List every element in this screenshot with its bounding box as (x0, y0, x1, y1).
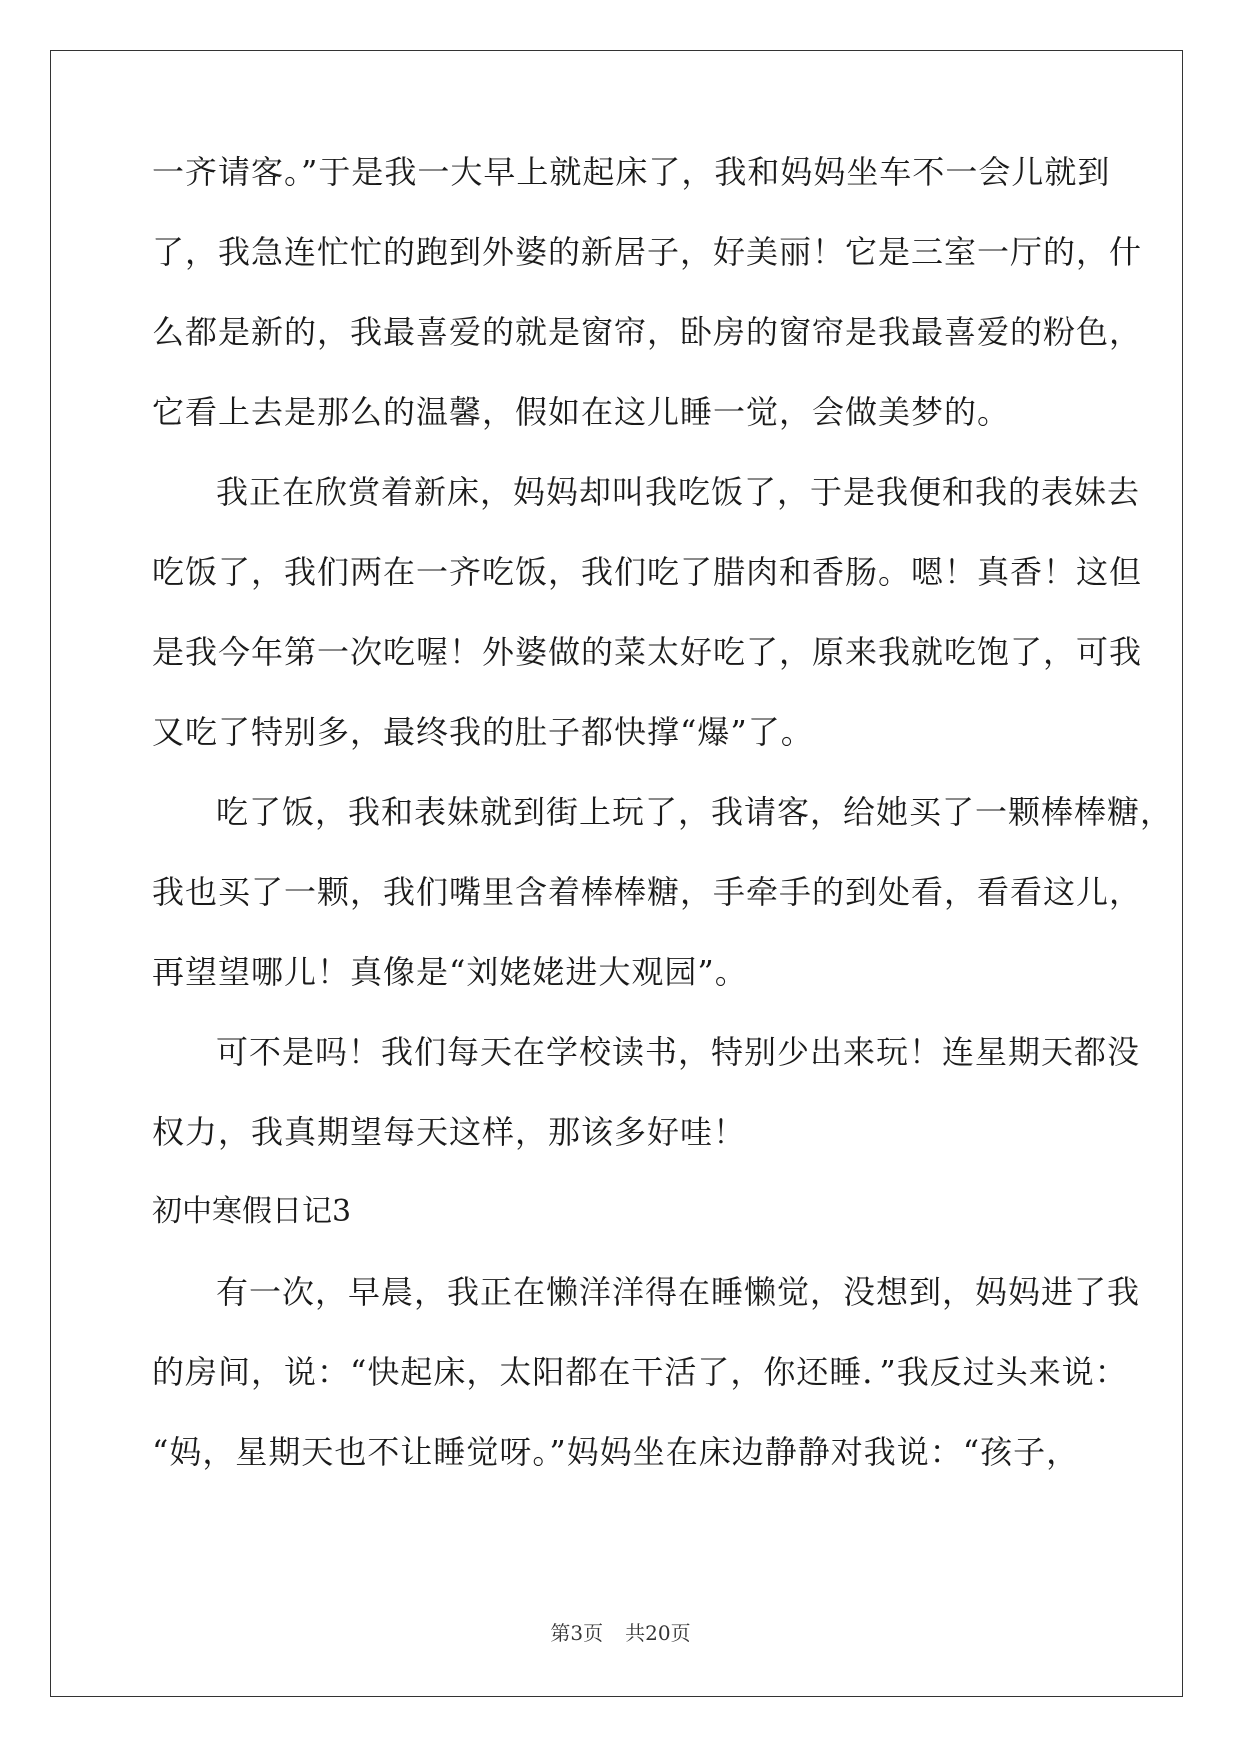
body-line: 再望望哪儿！真像是“刘姥姥进大观园”。 (152, 953, 748, 991)
body-line: “妈，星期天也不让睡觉呀。”妈妈坐在床边静静对我说：“孩子， (152, 1433, 1080, 1471)
body-line: 一齐请客。”于是我一大早上就起床了，我和妈妈坐车不一会儿就到 (152, 153, 1111, 191)
body-line: 么都是新的，我最喜爱的就是窗帘，卧房的窗帘是我最喜爱的粉色， (152, 313, 1143, 351)
body-line: 它看上去是那么的温馨，假如在这儿睡一觉，会做美梦的。 (152, 393, 1011, 431)
paragraph-start-line: 吃了饭，我和表妹就到街上玩了，我请客，给她买了一颗棒棒糖， (216, 793, 1174, 831)
body-line: 又吃了特别多，最终我的肚子都快撑“爆”了。 (152, 713, 814, 751)
paragraph-start-line: 我正在欣赏着新床，妈妈却叫我吃饭了，于是我便和我的表妹去 (216, 473, 1141, 511)
page-total: 共20页 (625, 1621, 691, 1645)
body-line: 是我今年第一次吃喔！外婆做的菜太好吃了，原来我就吃饱了，可我 (152, 633, 1143, 671)
body-line: 吃饭了，我们两在一齐吃饭，我们吃了腊肉和香肠。嗯！真香！这但 (152, 553, 1143, 591)
page-footer (0, 1621, 1241, 1645)
body-line: 权力，我真期望每天这样，那该多好哇！ (152, 1113, 747, 1151)
body-line: 的房间，说：“快起床，太阳都在干活了，你还睡．”我反过头来说： (152, 1353, 1128, 1391)
body-line: 我也买了一颗，我们嘴里含着棒棒糖，手牵手的到处看，看看这儿， (152, 873, 1143, 911)
paragraph-start-line: 有一次，早晨，我正在懒洋洋得在睡懒觉，没想到，妈妈进了我 (216, 1273, 1141, 1311)
page-number: 第3页 (550, 1621, 604, 1645)
paragraph-start-line: 可不是吗！我们每天在学校读书，特别少出来玩！连星期天都没 (216, 1033, 1141, 1071)
section-heading: 初中寒假日记3 (152, 1194, 352, 1229)
body-line: 了，我急连忙忙的跑到外婆的新居子，好美丽！它是三室一厅的，什 (152, 233, 1143, 271)
